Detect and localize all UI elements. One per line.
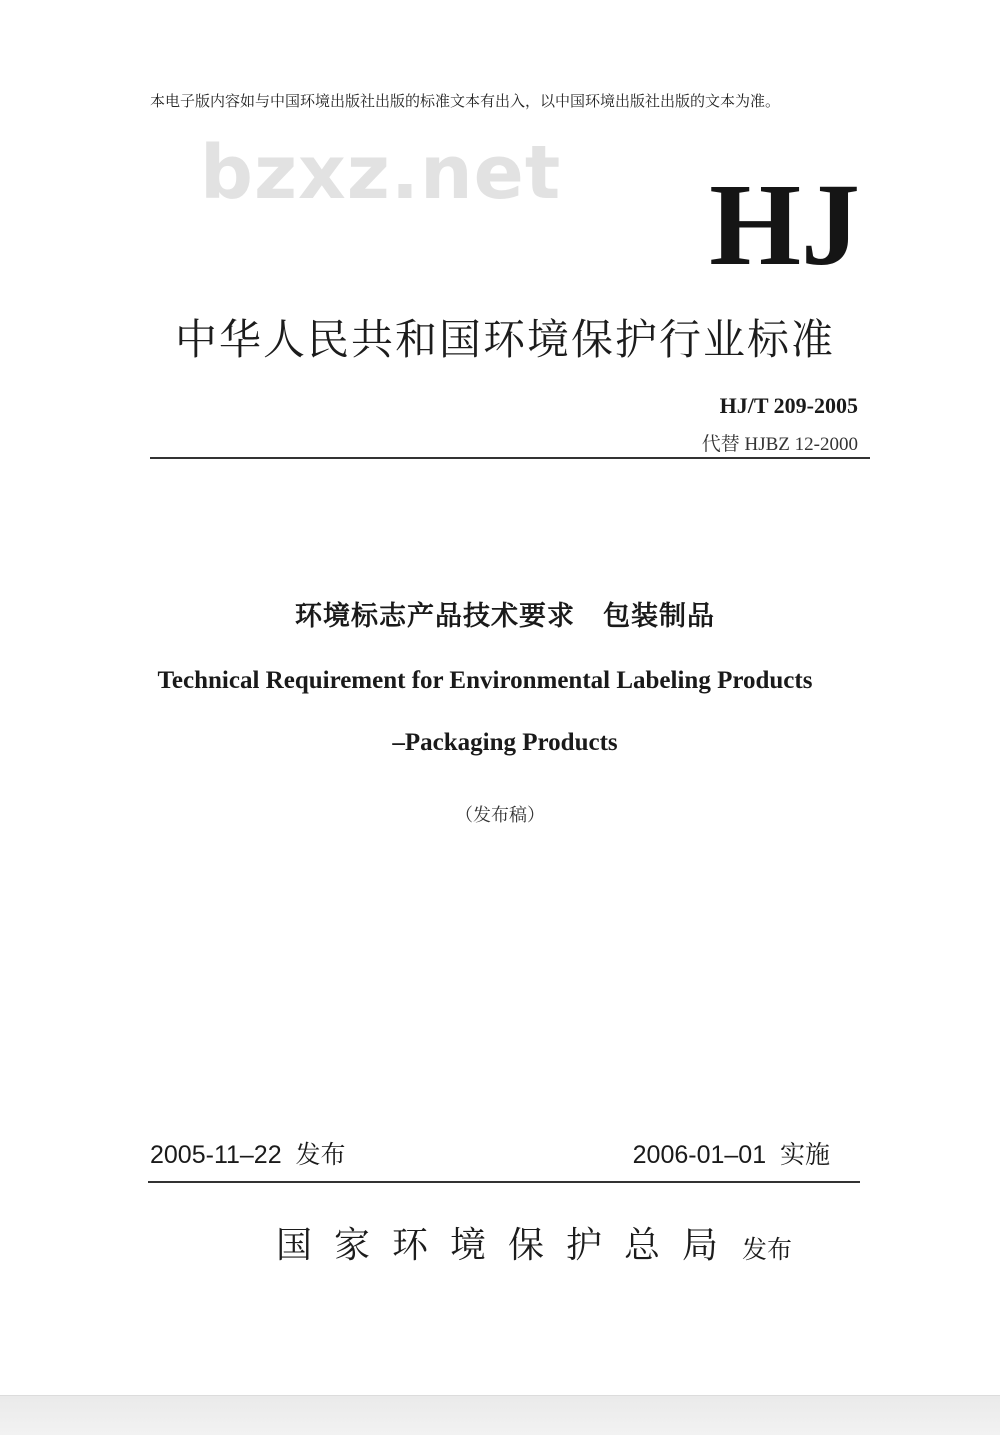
publisher-name: 国家环境保护总局 [276, 1225, 741, 1266]
issue-date: 2005-11–22 发布 [150, 1141, 346, 1169]
document-title-en-line2: –Packaging Products [392, 729, 618, 756]
watermark-logo: bzxz.net [200, 130, 562, 216]
document-title-cn: 环境标志产品技术要求 包装制品 [295, 601, 715, 632]
page-bottom-band [0, 1395, 1000, 1435]
implement-date: 2006-01–01 实施 [632, 1141, 830, 1169]
standard-mark: HJ [709, 159, 860, 290]
footer-divider [148, 1181, 860, 1183]
standard-code: HJ/T 209-2005 [719, 393, 858, 418]
header-divider [150, 457, 870, 459]
disclaimer-note: 本电子版内容如与中国环境出版社出版的标准文本有出入，以中国环境出版社出版的文本为准。 [150, 92, 781, 110]
standard-title: 中华人民共和国环境保护行业标准 [174, 315, 835, 364]
draft-note: （发布稿） [455, 805, 545, 826]
document-title-en-line1: Technical Requirement for Environmental Labeling Products [157, 667, 813, 694]
publish-label: 发布 [742, 1235, 793, 1264]
replaces-note: 代替 HJBZ 12-2000 [701, 434, 858, 455]
